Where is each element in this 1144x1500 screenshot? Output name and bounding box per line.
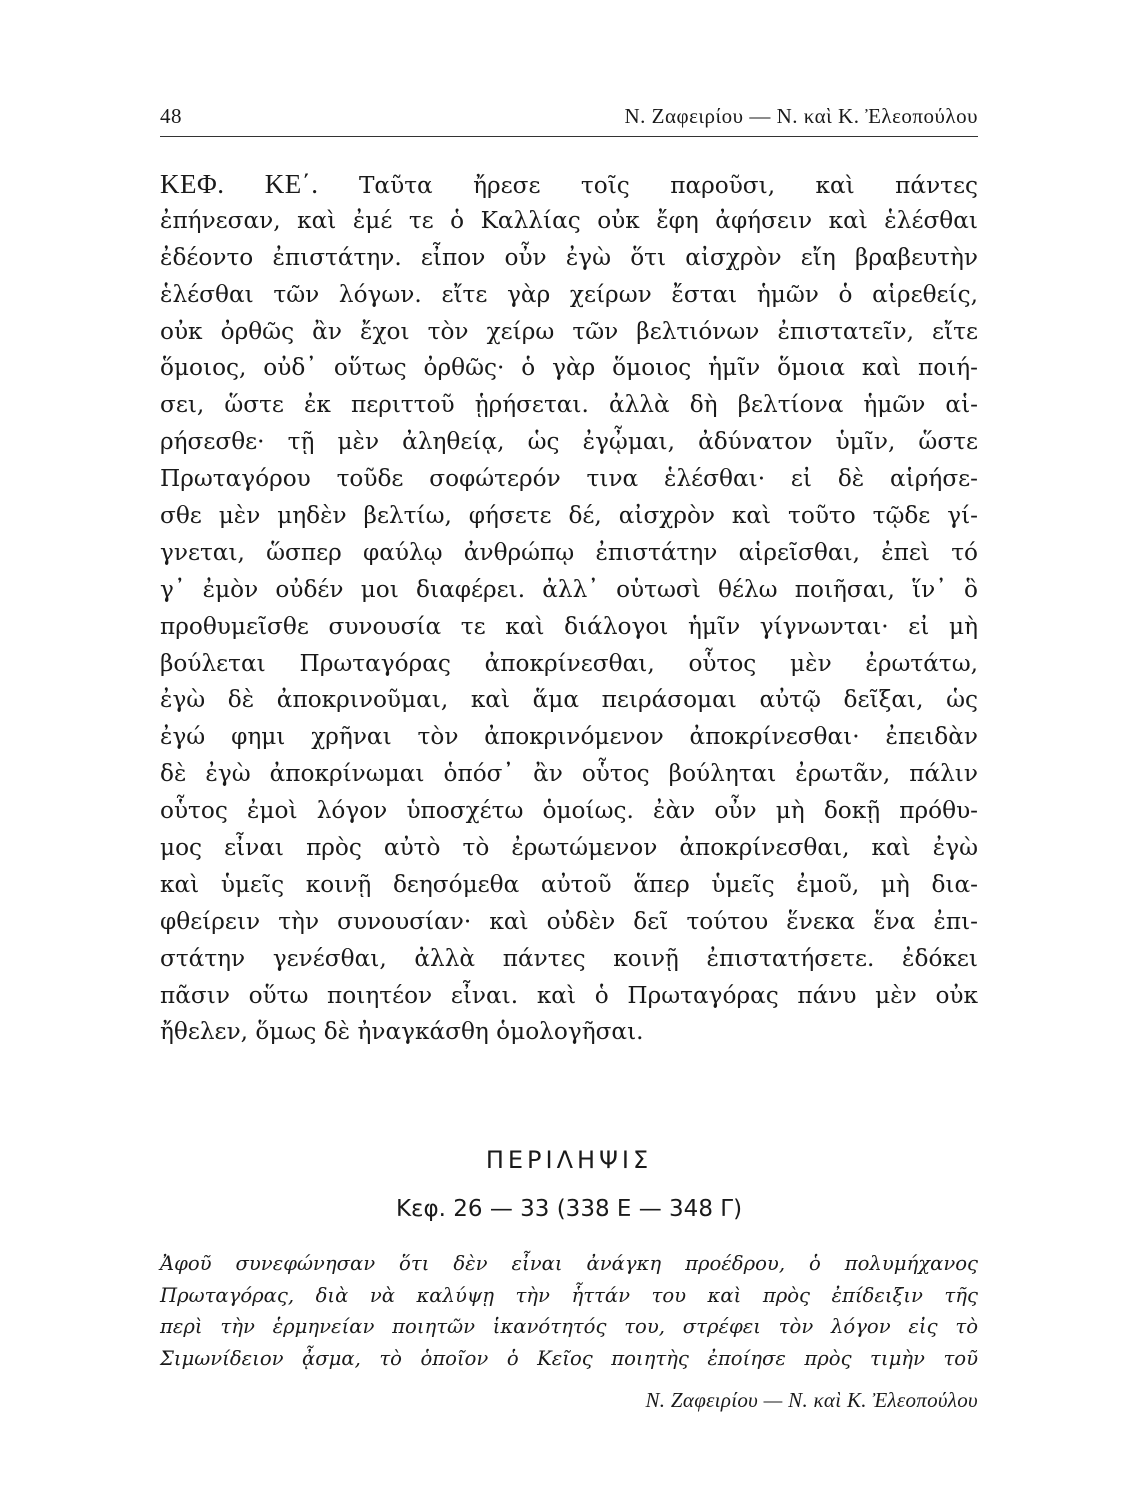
header-rule [160,136,978,137]
text-line: πᾶσιν οὕτω ποιητέον εἶναι. καὶ ὁ Πρωταγόρας πάνυ μὲν οὐκ [160,981,978,1009]
summary-line: περὶ τὴν ἑρμηνείαν ποιητῶν ἱκανότητός του, στρέφει τὸν λόγον εἰς τὸ [160,1315,978,1338]
text-line: σει, ὥστε ἐκ περιττοῦ ᾑρήσεται. ἀλλὰ δὴ βελτίονα ἡμῶν αἱ- [160,391,978,419]
text-line: ἤθελεν, ὅμως δὲ ἠναγκάσθη ὁμολογῆσαι. [160,1018,644,1046]
text-line: ΚΕΦ. ΚΕ΄. Ταῦτα ἤρεσε τοῖς παροῦσι, καὶ πάντες [160,169,979,199]
summary-heading: ΠΕΡΙΛΗΨΙΣ [485,1146,653,1174]
book-page [160,0,978,1500]
text-line: ρήσεσθε· τῇ μὲν ἀληθείᾳ, ὡς ἐγᾦμαι, ἀδύνατον ὑμῖν, ὥστε [160,428,978,456]
main-text [160,166,978,1051]
summary-line: Σιμωνίδειον ᾆσμα, τὸ ὁποῖον ὁ Κεῖος ποιητὴς ἐποίησε πρὸς τιμὴν τοῦ [160,1346,978,1370]
text-line: σθε μὲν μηδὲν βελτίω, φήσετε δέ, αἰσχρὸν καὶ τοῦτο τῷδε γί- [160,502,978,530]
text-line: δὲ ἐγὼ ἀποκρίνωμαι ὁπόσ᾽ ἂν οὗτος βούληται ἐρωτᾶν, πάλιν [160,760,978,788]
summary-line: Πρωταγόρας, διὰ νὰ καλύψῃ τὴν ἧττάν του καὶ πρὸς ἐπίδειξιν τῆς [160,1283,978,1307]
chapter-label: ΚΕΦ. ΚΕ΄. [160,169,319,199]
text-line: ἐπήνεσαν, καὶ ἐμέ τε ὁ Καλλίας οὐκ ἔφη ἀφήσειν καὶ ἑλέσθαι [160,206,978,234]
text-line: ἐγώ φημι χρῆναι τὸν ἀποκρινόμενον ἀποκρίνεσθαι· ἐπειδὰν [160,723,978,751]
text-line: ἐγὼ δὲ ἀποκρινοῦμαι, καὶ ἅμα πειράσομαι αὐτῷ δεῖξαι, ὡς [160,686,978,714]
summary-subheading: Κεφ. 26 — 33 (338 Ε — 348 Γ) [395,1196,743,1222]
text-line: φθείρειν τὴν συνουσίαν· καὶ οὐδὲν δεῖ τούτου ἕνεκα ἕνα ἐπι- [160,907,978,935]
running-head [160,104,978,134]
page-number: 48 [160,104,182,128]
text-line: Πρωταγόρου τοῦδε σοφώτερόν τινα ἑλέσθαι· εἰ δὲ αἱρήσε- [160,465,978,493]
footer-credit: Ν. Ζαφειρίου — Ν. καὶ Κ. Ἐλεοπούλου [645,1388,978,1412]
text-line: οὐκ ὀρθῶς ἂν ἔχοι τὸν χείρω τῶν βελτιόνων ἐπιστατεῖν, εἴτε [160,317,978,345]
text-line: καὶ ὑμεῖς κοινῇ δεησόμεθα αὐτοῦ ἅπερ ὑμεῖς ἐμοῦ, μὴ δια- [160,870,978,898]
running-title: Ν. Ζαφειρίου — Ν. καὶ Κ. Ἐλεοπούλου [624,104,978,128]
text-line: στάτην γενέσθαι, ἀλλὰ πάντες κοινῇ ἐπιστατήσετε. ἐδόκει [160,944,978,972]
text-line: οὗτος ἐμοὶ λόγον ὑποσχέτω ὁμοίως. ἐὰν οὖν μὴ δοκῇ πρόθυ- [160,797,978,825]
text-line: ἐδέοντο ἐπιστάτην. εἶπον οὖν ἐγὼ ὅτι αἰσχρὸν εἴη βραβευτὴν [160,243,978,271]
text-line: προθυμεῖσθε συνουσία τε καὶ διάλογοι ἡμῖν γίγνωνται· εἰ μὴ [160,612,978,640]
summary-text [160,1248,978,1374]
text-line: γνεται, ὥσπερ φαύλῳ ἀνθρώπῳ ἐπιστάτην αἱρεῖσθαι, ἐπεὶ τό [160,538,978,566]
text-line: γ᾽ ἐμὸν οὐδέν μοι διαφέρει. ἀλλ᾽ οὑτωσὶ θέλω ποιῆσαι, ἵν᾽ ὃ [160,575,978,603]
text-line: βούλεται Πρωταγόρας ἀποκρίνεσθαι, οὗτος μὲν ἐρωτάτω, [160,649,978,677]
summary-line: Ἀφοῦ συνεφώνησαν ὅτι δὲν εἶναι ἀνάγκη προέδρου, ὁ πολυμήχανος [160,1252,978,1275]
text-line: ἑλέσθαι τῶν λόγων. εἴτε γὰρ χείρων ἔσται ἡμῶν ὁ αἱρεθείς, [160,280,978,308]
text-line: μος εἶναι πρὸς αὐτὸ τὸ ἐρωτώμενον ἀποκρίνεσθαι, καὶ ἐγὼ [160,834,978,862]
text-line: ὅμοιος, οὐδ᾽ οὕτως ὀρθῶς· ὁ γὰρ ὅμοιος ἡμῖν ὅμοια καὶ ποιή- [160,354,978,382]
